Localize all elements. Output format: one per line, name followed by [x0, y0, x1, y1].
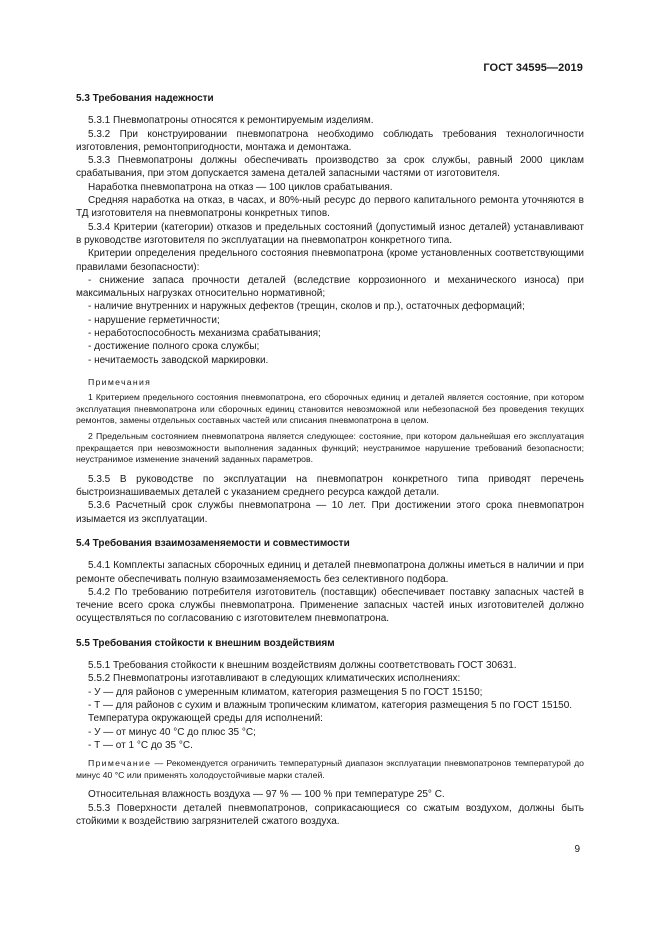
paragraph: 5.3.4 Критерии (категории) отказов и предельных состояний (допустимый износ деталей) устанавливают в руководстве изготовителя по эксплуатации на пневмопатрон конкретного типа.: [76, 221, 584, 246]
paragraph: 5.3.1 Пневмопатроны относятся к ремонтируемым изделиям.: [88, 115, 374, 127]
list-item: - У — от минус 40 °С до плюс 35 °С;: [88, 726, 256, 738]
page-number: 9: [574, 844, 580, 855]
paragraph: 5.3.2 При конструировании пневмопатрона необходимо соблюдать требования технологичности изготовления, ремонтопригодности, монтажа и демонтажа.: [76, 128, 584, 153]
paragraph: Средняя наработка на отказ, в часах, и 80%-ный ресурс до первого капитального ремонта уточняются в ТД изготовителя на пневмопатроны конкретных типов.: [76, 195, 584, 220]
inline-note: [76, 758, 584, 781]
document-body: [76, 92, 584, 828]
section-title-5-4: 5.4 Требования взаимозаменяемости и совместимости: [76, 537, 350, 549]
note-2: 2 Предельным состоянием пневмопатрона является следующее: состояние, при котором дальнейшая его эксплуатация прекращается при невозможности выполнения заданных функций; неустранимое нарушение требований безопасности; неустранимое изменение значений заданных параметров.: [76, 431, 584, 465]
paragraph: 5.5.3 Поверхности деталей пневмопатронов, соприкасающиеся со сжатым воздухом, должны быть стойкими к воздействию загрязнителей сжатого воздуха.: [76, 802, 584, 827]
paragraph: 5.5.1 Требования стойкости к внешним воздействиям должны соответствовать ГОСТ 30631.: [88, 660, 517, 672]
paragraph: 5.4.2 По требованию потребителя изготовитель (поставщик) обеспечивает поставку запасных частей в течение всего срока службы пневмопатрона. Применение запасных частей иных изготовителей должно осуществляться по согласованию с изготовителем пневмопатрона.: [76, 586, 584, 625]
paragraph: Температура окружающей среды для исполнений:: [88, 713, 323, 725]
note-label: Примечание: [88, 758, 152, 769]
list-item: - Т — для районов с сухим и влажным тропическим климатом, категория размещения 5 по ГОСТ 15150.: [88, 699, 573, 711]
paragraph: 5.3.5 В руководстве по эксплуатации на пневмопатрон конкретного типа приводят перечень быстроизнашиваемых деталей с указанием среднего ресурса каждой детали.: [76, 473, 584, 499]
list-item: - снижение запаса прочности деталей (вследствие коррозионного и механического износа) при максимальных нагрузках относительно нормативной;: [76, 274, 584, 300]
paragraph: Критерии определения предельного состояния пневмопатрона (кроме установленных соответствующими правилами безопасности):: [76, 248, 584, 273]
paragraph: 5.3.6 Расчетный срок службы пневмопатрона — 10 лет. При достижении этого срока пневмопатрон изымается из эксплуатации.: [76, 500, 584, 525]
list-item: - достижение полного срока службы;: [88, 341, 260, 353]
section-title-5-5: 5.5 Требования стойкости к внешним воздействиям: [76, 637, 335, 649]
paragraph: 5.5.2 Пневмопатроны изготавливают в следующих климатических исполнениях:: [88, 673, 461, 685]
list-item: - неработоспособность механизма срабатывания;: [88, 328, 321, 340]
section-title-5-3: 5.3 Требования надежности: [76, 93, 214, 104]
document-code: ГОСТ 34595—2019: [483, 62, 583, 74]
note-text: — Рекомендуется ограничить температурный диапазон эксплуатации пневмопатронов температурой до минус 40 °С или применять холодоустойчивые марки сталей.: [76, 758, 584, 780]
list-item: - Т — от 1 °С до 35 °С.: [88, 739, 193, 751]
list-item: - наличие внутренних и наружных дефектов (трещин, сколов и пр.), остаточных деформаций;: [88, 301, 525, 313]
list-item: - У — для районов с умеренным климатом, категория размещения 5 по ГОСТ 15150;: [88, 686, 483, 698]
notes-heading: Примечания: [88, 376, 152, 387]
list-item: - нечитаемость заводской маркировки.: [88, 354, 269, 366]
paragraph: 5.4.1 Комплекты запасных сборочных единиц и деталей пневмопатрона должны иметься в наличии и при ремонте обеспечивать полную взаимозаменяемость без селективного подбора.: [76, 560, 584, 585]
list-item: - нарушение герметичности;: [88, 314, 220, 326]
note-1: 1 Критерием предельного состояния пневмопатрона, его сборочных единиц и деталей является состояние, при котором эксплуатация пневмопатрона или сборочных единиц становится невозможной или небезопасной без проведения текущих ремонтов, замены отдельных составных частей или списания пневмопатрона в целом.: [76, 392, 584, 426]
paragraph: Наработка пневмопатрона на отказ — 100 циклов срабатывания.: [88, 181, 393, 193]
paragraph: Относительная влажность воздуха — 97 % — 100 % при температуре 25° С.: [88, 789, 445, 801]
paragraph: 5.3.3 Пневмопатроны должны обеспечивать производство за срок службы, равный 2000 циклам срабатывания, при этом допускается замена деталей запасными частями от изготовителя.: [76, 155, 584, 180]
